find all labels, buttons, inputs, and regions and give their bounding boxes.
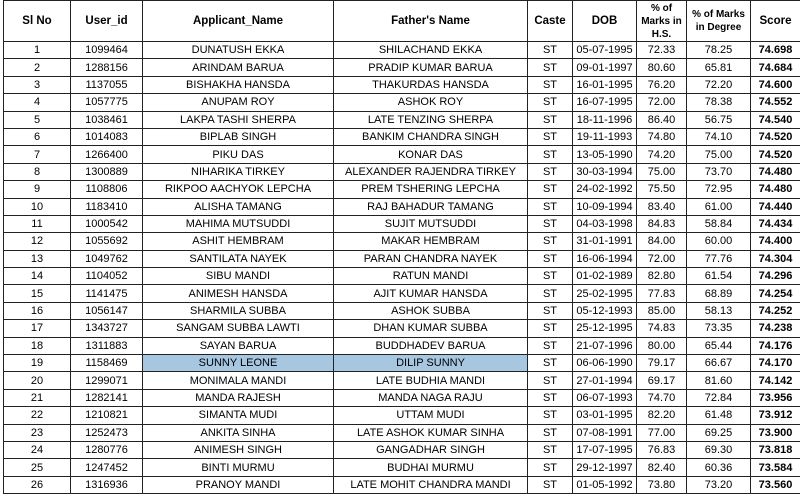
score-cell: 73.912	[751, 407, 800, 424]
score-cell: 74.238	[751, 320, 800, 337]
caste-cell: ST	[528, 407, 573, 424]
sl-no-cell: 16	[4, 302, 71, 319]
sl-no-cell: 21	[4, 389, 71, 406]
score-cell: 74.296	[751, 268, 800, 285]
caste-cell: ST	[528, 355, 573, 372]
score-cell: 74.254	[751, 285, 800, 302]
marks-hs-cell: 69.17	[637, 372, 687, 389]
marks-hs-cell: 74.20	[637, 146, 687, 163]
header-sl-no: Sl No	[4, 1, 71, 42]
sl-no-cell: 7	[4, 146, 71, 163]
caste-cell: ST	[528, 233, 573, 250]
fathers-name-cell: ALEXANDER RAJENDRA TIRKEY	[334, 163, 528, 180]
marks-hs-cell: 74.80	[637, 128, 687, 145]
dob-cell: 27-01-1994	[573, 372, 637, 389]
dob-cell: 05-07-1995	[573, 42, 637, 59]
sl-no-cell: 14	[4, 268, 71, 285]
table-row	[4, 233, 800, 250]
marks-degree-cell: 60.36	[687, 459, 751, 476]
fathers-name-cell: UTTAM MUDI	[334, 407, 528, 424]
header-row	[4, 1, 800, 42]
fathers-name-cell: GANGADHAR SINGH	[334, 441, 528, 458]
header-caste: Caste	[528, 1, 573, 42]
dob-cell: 13-05-1990	[573, 146, 637, 163]
user-id-cell: 1141475	[71, 285, 143, 302]
applicant-name-cell: ANIMESH SINGH	[143, 441, 334, 458]
marks-degree-cell: 77.76	[687, 250, 751, 267]
table-row	[4, 424, 800, 441]
marks-hs-cell: 86.40	[637, 111, 687, 128]
marks-hs-cell: 72.00	[637, 94, 687, 111]
score-cell: 74.520	[751, 146, 800, 163]
user-id-cell: 1288156	[71, 59, 143, 76]
sl-no-cell: 22	[4, 407, 71, 424]
dob-cell: 31-01-1991	[573, 233, 637, 250]
table-row	[4, 355, 800, 372]
caste-cell: ST	[528, 215, 573, 232]
caste-cell: ST	[528, 337, 573, 354]
table-row	[4, 476, 800, 493]
marks-degree-cell: 60.00	[687, 233, 751, 250]
dob-cell: 07-08-1991	[573, 424, 637, 441]
marks-hs-cell: 80.00	[637, 337, 687, 354]
sl-no-cell: 8	[4, 163, 71, 180]
caste-cell: ST	[528, 198, 573, 215]
header-user-id: User_id	[71, 1, 143, 42]
sl-no-cell: 2	[4, 59, 71, 76]
dob-cell: 05-12-1993	[573, 302, 637, 319]
caste-cell: ST	[528, 268, 573, 285]
score-cell: 74.480	[751, 163, 800, 180]
sl-no-cell: 1	[4, 42, 71, 59]
user-id-cell: 1014083	[71, 128, 143, 145]
user-id-cell: 1311883	[71, 337, 143, 354]
score-cell: 74.142	[751, 372, 800, 389]
score-cell: 73.956	[751, 389, 800, 406]
user-id-cell: 1000542	[71, 215, 143, 232]
header-fathers-name: Father's Name	[334, 1, 528, 42]
table-body	[4, 42, 800, 494]
marks-degree-cell: 68.89	[687, 285, 751, 302]
score-cell: 74.600	[751, 76, 800, 93]
user-id-cell: 1300889	[71, 163, 143, 180]
applicant-name-cell: SANGAM SUBBA LAWTI	[143, 320, 334, 337]
marks-hs-cell: 75.00	[637, 163, 687, 180]
marks-degree-cell: 78.38	[687, 94, 751, 111]
user-id-cell: 1343727	[71, 320, 143, 337]
marks-degree-cell: 69.25	[687, 424, 751, 441]
score-cell: 74.176	[751, 337, 800, 354]
user-id-cell: 1104052	[71, 268, 143, 285]
applicant-name-cell: PRANOY MANDI	[143, 476, 334, 493]
applicant-name-cell: SANTILATA NAYEK	[143, 250, 334, 267]
table-row	[4, 163, 800, 180]
user-id-cell: 1099464	[71, 42, 143, 59]
caste-cell: ST	[528, 76, 573, 93]
score-cell: 74.684	[751, 59, 800, 76]
marks-hs-cell: 72.33	[637, 42, 687, 59]
user-id-cell: 1056147	[71, 302, 143, 319]
fathers-name-cell: ASHOK SUBBA	[334, 302, 528, 319]
sl-no-cell: 10	[4, 198, 71, 215]
marks-degree-cell: 73.70	[687, 163, 751, 180]
dob-cell: 03-01-1995	[573, 407, 637, 424]
dob-cell: 16-07-1995	[573, 94, 637, 111]
marks-hs-cell: 77.83	[637, 285, 687, 302]
marks-hs-cell: 76.83	[637, 441, 687, 458]
marks-hs-cell: 82.20	[637, 407, 687, 424]
marks-degree-cell: 66.67	[687, 355, 751, 372]
caste-cell: ST	[528, 459, 573, 476]
fathers-name-cell: AJIT KUMAR HANSDA	[334, 285, 528, 302]
applicant-name-cell: BINTI MURMU	[143, 459, 334, 476]
caste-cell: ST	[528, 181, 573, 198]
table-row	[4, 285, 800, 302]
header-dob: DOB	[573, 1, 637, 42]
merit-list-table	[3, 0, 800, 494]
sl-no-cell: 6	[4, 128, 71, 145]
dob-cell: 18-11-1996	[573, 111, 637, 128]
table-row	[4, 198, 800, 215]
marks-degree-cell: 61.48	[687, 407, 751, 424]
table-row	[4, 59, 800, 76]
table-row	[4, 459, 800, 476]
dob-cell: 06-06-1990	[573, 355, 637, 372]
caste-cell: ST	[528, 42, 573, 59]
caste-cell: ST	[528, 146, 573, 163]
dob-cell: 16-01-1995	[573, 76, 637, 93]
score-cell: 74.480	[751, 181, 800, 198]
user-id-cell: 1210821	[71, 407, 143, 424]
table-row	[4, 181, 800, 198]
applicant-name-cell: MANDA RAJESH	[143, 389, 334, 406]
marks-hs-cell: 72.00	[637, 250, 687, 267]
caste-cell: ST	[528, 94, 573, 111]
applicant-name-cell: ARINDAM BARUA	[143, 59, 334, 76]
sl-no-cell: 11	[4, 215, 71, 232]
sl-no-cell: 20	[4, 372, 71, 389]
applicant-name-cell: SUNNY LEONE	[143, 355, 334, 372]
marks-degree-cell: 74.10	[687, 128, 751, 145]
table-row	[4, 250, 800, 267]
table-row	[4, 215, 800, 232]
marks-hs-cell: 75.50	[637, 181, 687, 198]
applicant-name-cell: ANUPAM ROY	[143, 94, 334, 111]
table-row	[4, 302, 800, 319]
header-score: Score	[751, 1, 800, 42]
score-cell: 74.434	[751, 215, 800, 232]
table-row	[4, 111, 800, 128]
marks-hs-cell: 74.83	[637, 320, 687, 337]
table-row	[4, 407, 800, 424]
marks-degree-cell: 65.81	[687, 59, 751, 76]
score-cell: 74.540	[751, 111, 800, 128]
fathers-name-cell: ASHOK ROY	[334, 94, 528, 111]
table-row	[4, 320, 800, 337]
marks-hs-cell: 84.83	[637, 215, 687, 232]
applicant-name-cell: MAHIMA MUTSUDDI	[143, 215, 334, 232]
marks-degree-cell: 78.25	[687, 42, 751, 59]
fathers-name-cell: LATE BUDHIA MANDI	[334, 372, 528, 389]
user-id-cell: 1049762	[71, 250, 143, 267]
marks-degree-cell: 56.75	[687, 111, 751, 128]
applicant-name-cell: ASHIT HEMBRAM	[143, 233, 334, 250]
caste-cell: ST	[528, 441, 573, 458]
marks-hs-cell: 76.20	[637, 76, 687, 93]
applicant-name-cell: BISHAKHA HANSDA	[143, 76, 334, 93]
marks-hs-cell: 84.00	[637, 233, 687, 250]
marks-degree-cell: 72.95	[687, 181, 751, 198]
marks-degree-cell: 61.54	[687, 268, 751, 285]
caste-cell: ST	[528, 372, 573, 389]
table-row	[4, 146, 800, 163]
fathers-name-cell: PREM TSHERING LEPCHA	[334, 181, 528, 198]
dob-cell: 17-07-1995	[573, 441, 637, 458]
score-cell: 73.560	[751, 476, 800, 493]
sl-no-cell: 18	[4, 337, 71, 354]
header-marks-hs: % of Marks in H.S.	[637, 1, 687, 42]
dob-cell: 21-07-1996	[573, 337, 637, 354]
sl-no-cell: 25	[4, 459, 71, 476]
caste-cell: ST	[528, 476, 573, 493]
table-row	[4, 372, 800, 389]
sl-no-cell: 15	[4, 285, 71, 302]
table-row	[4, 128, 800, 145]
marks-hs-cell: 79.17	[637, 355, 687, 372]
marks-degree-cell: 65.44	[687, 337, 751, 354]
fathers-name-cell: DHAN KUMAR SUBBA	[334, 320, 528, 337]
marks-hs-cell: 73.80	[637, 476, 687, 493]
fathers-name-cell: KONAR DAS	[334, 146, 528, 163]
sl-no-cell: 12	[4, 233, 71, 250]
fathers-name-cell: BUDHAI MURMU	[334, 459, 528, 476]
marks-degree-cell: 69.30	[687, 441, 751, 458]
user-id-cell: 1280776	[71, 441, 143, 458]
applicant-name-cell: ALISHA TAMANG	[143, 198, 334, 215]
table-row	[4, 268, 800, 285]
fathers-name-cell: LATE TENZING SHERPA	[334, 111, 528, 128]
dob-cell: 25-12-1995	[573, 320, 637, 337]
applicant-name-cell: ANIMESH HANSDA	[143, 285, 334, 302]
fathers-name-cell: THAKURDAS HANSDA	[334, 76, 528, 93]
applicant-name-cell: BIPLAB SINGH	[143, 128, 334, 145]
caste-cell: ST	[528, 250, 573, 267]
caste-cell: ST	[528, 389, 573, 406]
applicant-name-cell: ANKITA SINHA	[143, 424, 334, 441]
score-cell: 74.252	[751, 302, 800, 319]
user-id-cell: 1266400	[71, 146, 143, 163]
score-cell: 74.170	[751, 355, 800, 372]
dob-cell: 19-11-1993	[573, 128, 637, 145]
user-id-cell: 1316936	[71, 476, 143, 493]
table-row	[4, 337, 800, 354]
user-id-cell: 1108806	[71, 181, 143, 198]
score-cell: 74.304	[751, 250, 800, 267]
marks-degree-cell: 73.35	[687, 320, 751, 337]
marks-hs-cell: 83.40	[637, 198, 687, 215]
sl-no-cell: 4	[4, 94, 71, 111]
caste-cell: ST	[528, 424, 573, 441]
marks-degree-cell: 58.84	[687, 215, 751, 232]
sl-no-cell: 26	[4, 476, 71, 493]
applicant-name-cell: SAYAN BARUA	[143, 337, 334, 354]
fathers-name-cell: RAJ BAHADUR TAMANG	[334, 198, 528, 215]
user-id-cell: 1299071	[71, 372, 143, 389]
dob-cell: 29-12-1997	[573, 459, 637, 476]
score-cell: 74.440	[751, 198, 800, 215]
dob-cell: 01-05-1992	[573, 476, 637, 493]
marks-degree-cell: 75.00	[687, 146, 751, 163]
table-row	[4, 42, 800, 59]
fathers-name-cell: LATE ASHOK KUMAR SINHA	[334, 424, 528, 441]
caste-cell: ST	[528, 320, 573, 337]
marks-hs-cell: 74.70	[637, 389, 687, 406]
user-id-cell: 1057775	[71, 94, 143, 111]
fathers-name-cell: SUJIT MUTSUDDI	[334, 215, 528, 232]
applicant-name-cell: PIKU DAS	[143, 146, 334, 163]
header-marks-degree: % of Marks in Degree	[687, 1, 751, 42]
dob-cell: 06-07-1993	[573, 389, 637, 406]
sl-no-cell: 23	[4, 424, 71, 441]
caste-cell: ST	[528, 111, 573, 128]
dob-cell: 09-01-1997	[573, 59, 637, 76]
score-cell: 74.520	[751, 128, 800, 145]
user-id-cell: 1158469	[71, 355, 143, 372]
user-id-cell: 1183410	[71, 198, 143, 215]
marks-degree-cell: 72.84	[687, 389, 751, 406]
header-applicant-name: Applicant_Name	[143, 1, 334, 42]
sl-no-cell: 17	[4, 320, 71, 337]
caste-cell: ST	[528, 285, 573, 302]
user-id-cell: 1282141	[71, 389, 143, 406]
sl-no-cell: 19	[4, 355, 71, 372]
table-row	[4, 441, 800, 458]
table-row	[4, 94, 800, 111]
marks-hs-cell: 80.60	[637, 59, 687, 76]
marks-degree-cell: 81.60	[687, 372, 751, 389]
fathers-name-cell: MANDA NAGA RAJU	[334, 389, 528, 406]
sl-no-cell: 24	[4, 441, 71, 458]
dob-cell: 25-02-1995	[573, 285, 637, 302]
sl-no-cell: 13	[4, 250, 71, 267]
applicant-name-cell: NIHARIKA TIRKEY	[143, 163, 334, 180]
table-row	[4, 76, 800, 93]
caste-cell: ST	[528, 128, 573, 145]
marks-degree-cell: 58.13	[687, 302, 751, 319]
fathers-name-cell: SHILACHAND EKKA	[334, 42, 528, 59]
score-cell: 74.400	[751, 233, 800, 250]
marks-hs-cell: 82.40	[637, 459, 687, 476]
sl-no-cell: 3	[4, 76, 71, 93]
applicant-name-cell: MONIMALA MANDI	[143, 372, 334, 389]
fathers-name-cell: BANKIM CHANDRA SINGH	[334, 128, 528, 145]
applicant-name-cell: SIBU MANDI	[143, 268, 334, 285]
dob-cell: 24-02-1992	[573, 181, 637, 198]
user-id-cell: 1247452	[71, 459, 143, 476]
user-id-cell: 1252473	[71, 424, 143, 441]
user-id-cell: 1055692	[71, 233, 143, 250]
marks-hs-cell: 82.80	[637, 268, 687, 285]
marks-degree-cell: 72.20	[687, 76, 751, 93]
applicant-name-cell: LAKPA TASHI SHERPA	[143, 111, 334, 128]
caste-cell: ST	[528, 163, 573, 180]
fathers-name-cell: LATE MOHIT CHANDRA MANDI	[334, 476, 528, 493]
dob-cell: 01-02-1989	[573, 268, 637, 285]
applicant-name-cell: RIKPOO AACHYOK LEPCHA	[143, 181, 334, 198]
score-cell: 74.552	[751, 94, 800, 111]
marks-hs-cell: 85.00	[637, 302, 687, 319]
applicant-name-cell: SIMANTA MUDI	[143, 407, 334, 424]
dob-cell: 04-03-1998	[573, 215, 637, 232]
fathers-name-cell: DILIP SUNNY	[334, 355, 528, 372]
sl-no-cell: 9	[4, 181, 71, 198]
marks-hs-cell: 77.00	[637, 424, 687, 441]
user-id-cell: 1038461	[71, 111, 143, 128]
fathers-name-cell: PRADIP KUMAR BARUA	[334, 59, 528, 76]
sl-no-cell: 5	[4, 111, 71, 128]
fathers-name-cell: PARAN CHANDRA NAYEK	[334, 250, 528, 267]
caste-cell: ST	[528, 59, 573, 76]
caste-cell: ST	[528, 302, 573, 319]
applicant-name-cell: SHARMILA SUBBA	[143, 302, 334, 319]
fathers-name-cell: BUDDHADEV BARUA	[334, 337, 528, 354]
marks-degree-cell: 61.00	[687, 198, 751, 215]
dob-cell: 16-06-1994	[573, 250, 637, 267]
score-cell: 73.584	[751, 459, 800, 476]
dob-cell: 30-03-1994	[573, 163, 637, 180]
fathers-name-cell: RATUN MANDI	[334, 268, 528, 285]
fathers-name-cell: MAKAR HEMBRAM	[334, 233, 528, 250]
score-cell: 74.698	[751, 42, 800, 59]
applicant-name-cell: DUNATUSH EKKA	[143, 42, 334, 59]
score-cell: 73.818	[751, 441, 800, 458]
marks-degree-cell: 73.20	[687, 476, 751, 493]
user-id-cell: 1137055	[71, 76, 143, 93]
dob-cell: 10-09-1994	[573, 198, 637, 215]
score-cell: 73.900	[751, 424, 800, 441]
table-row	[4, 389, 800, 406]
